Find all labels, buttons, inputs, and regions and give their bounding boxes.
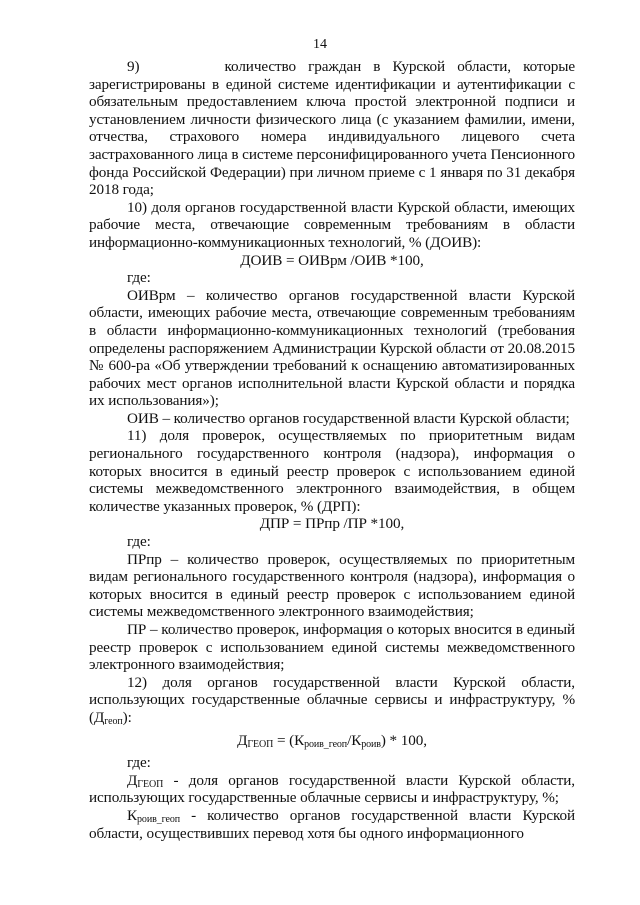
- item-11-formula: ДПР = ПРпр /ПР *100,: [259, 515, 405, 533]
- item-10-definition-oiv: ОИВ – количество органов государственной власти Курской области;: [127, 409, 570, 427]
- item-12-formula: [89, 732, 575, 750]
- def-symbol-d: Д: [127, 771, 138, 789]
- formula-slash: /: [347, 731, 352, 749]
- def-dgeop-text: - доля органов государственной власти Курской области, использующих государственные облачные сервисы и инфраструктуру, %;: [89, 771, 575, 807]
- formula-subscript-roiv-geop: роив_геоп: [304, 738, 348, 750]
- item-10-number: 10): [127, 198, 147, 216]
- item-9-paragraph: [89, 58, 575, 199]
- item-11-definition-prpr: ПРпр – количество проверок, осуществляемых по приоритетным видам регионального государственного контроля (надзора), информация о которых вносится в единый реестр проверок с использованием единой системы межведомственного электронного взаимодействия;: [89, 550, 575, 621]
- item-11-paragraph: [89, 427, 575, 515]
- formula-subscript-roiv: роив: [361, 738, 381, 750]
- formula-symbol-d: Д: [237, 731, 248, 749]
- item-12-definition-dgeop: [89, 772, 575, 807]
- item-9-number: 9): [127, 58, 140, 75]
- def-symbol-k: К: [127, 806, 138, 824]
- item-10-paragraph: [89, 199, 575, 252]
- item-12-intro-close: ):: [122, 708, 132, 726]
- formula-tail: ) * 100,: [380, 731, 427, 749]
- item-10-definition-oivrm: ОИВрм – количество органов государственной власти Курской области, имеющих рабочие места, отвечающие современным требованиям в области информационно-коммуникационных технологий (требования определены распоряжением Администрации Курской области от 20.08.2015 № 600-ра «Об утверждении требований к оснащению автоматизированных рабочих мест органов исполнительной власти Курской области и порядка их использования»);: [89, 286, 575, 410]
- item-10-text: доля органов государственной власти Курской области, имеющих рабочие места, отвечающие современным требованиям в области информационно-коммуникационных технологий, % (ДОИВ):: [89, 198, 575, 251]
- item-10-where: где:: [127, 269, 151, 287]
- page-number: 14: [313, 37, 327, 52]
- item-9-text: количество граждан в Курской области, которые зарегистрированы в единой системе идентификации и аутентификации с обязательным предоставлением ключа простой электронной подписи и установлением личности физического лица (с указанием фамилии, имени, отчества, страхового номера индивидуального лицевого счета застрахованного лица в системе персонифицированного учета Пенсионного фонда Российской Федерации) при личном приеме с 1 января по 31 декабря 2018 года;: [89, 58, 575, 199]
- formula-symbol-k2: К: [351, 731, 362, 749]
- item-10-formula: ДОИВ = ОИВрм /ОИВ *100,: [240, 251, 424, 269]
- document-body: [89, 58, 575, 842]
- item-12-symbol-d: Д: [93, 708, 105, 726]
- def-kroiv-text: - количество органов государственной власти Курской области, осуществивших перевод хотя бы одного информационного: [89, 806, 575, 842]
- item-12-text: доля органов государственной власти Курской области, использующих государственные облачные сервисы и инфраструктуру, %: [89, 673, 575, 709]
- item-11-number: 11): [127, 427, 147, 445]
- formula-equals: = (: [273, 731, 295, 749]
- item-12-subscript-geop: геоп: [104, 715, 123, 727]
- item-11-where: где:: [127, 533, 151, 551]
- item-12-where: где:: [127, 754, 151, 772]
- item-11-definition-pr: ПР – количество проверок, информация о которых вносится в единый реестр проверок с использованием единой системы межведомственного электронного взаимодействия;: [89, 621, 575, 674]
- def-subscript-geop: ГЕОП: [137, 778, 164, 790]
- formula-subscript-geop: ГЕОП: [247, 738, 274, 750]
- formula-symbol-k1: К: [294, 731, 305, 749]
- item-12-paragraph: 12) доля органов государственной власти Курской области, использующих государственные облачные сервисы и инфраструктуру, % $(Д_{геоп})$:: [89, 673, 575, 727]
- item-11-text: доля проверок, осуществляемых по приоритетным видам регионального государственного контроля (надзора), информация о которых вносится в единый реестр проверок с использованием единой системы межведомственного электронного взаимодействия, в общем количестве указанных проверок, % (ДРП):: [89, 427, 575, 515]
- item-12-definition-kroiv-geop: [89, 807, 575, 842]
- item-12-number: 12): [127, 673, 147, 691]
- def-subscript-roiv-geop: роив_геоп: [137, 813, 180, 825]
